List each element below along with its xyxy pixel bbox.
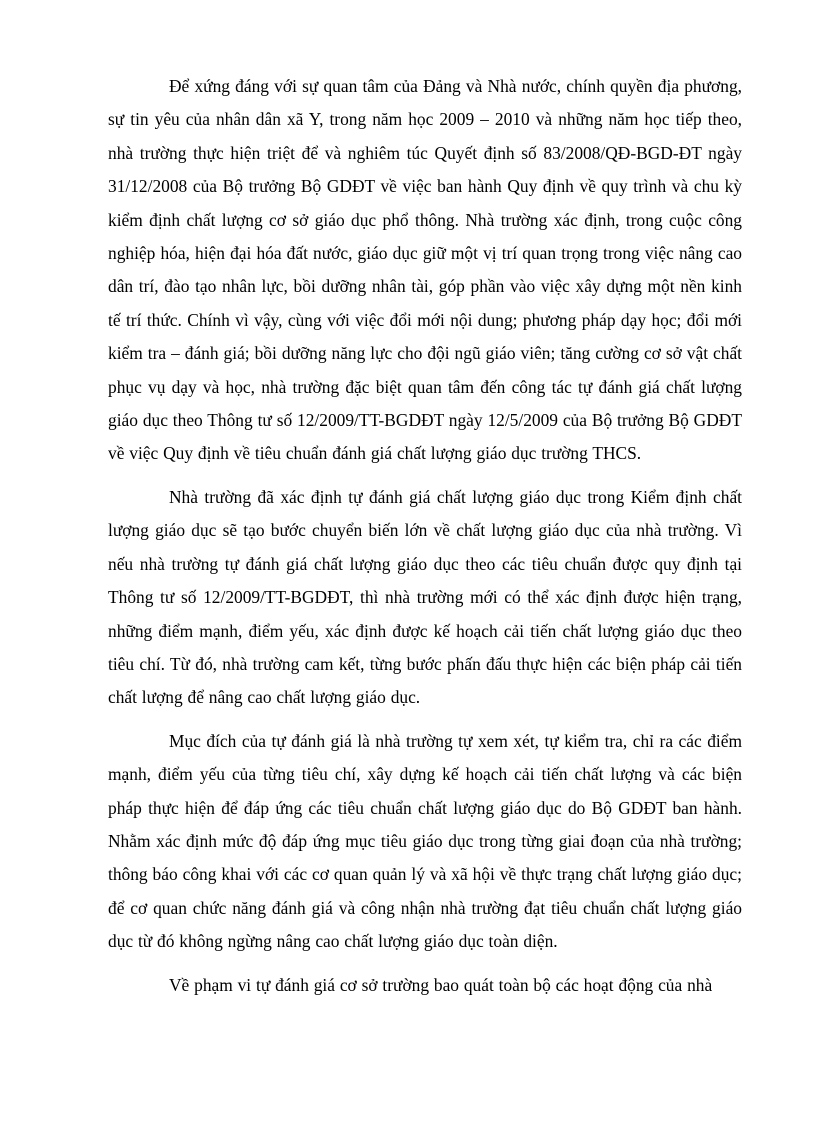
- paragraph-1: Để xứng đáng với sự quan tâm của Đảng và Nhà nước, chính quyền địa phương, sự tin yêu của nhân dân xã Y, trong năm học 2009 – 2010 và những năm học tiếp theo, nhà trường thực hiện triệt để và nghiêm túc Quyết định số 83/2008/QĐ-BGD-ĐT ngày 31/12/2008 của Bộ trưởng Bộ GDĐT về việc ban hành Quy định về quy trình và chu kỳ kiểm định chất lượng cơ sở giáo dục phổ thông. Nhà trường xác định, trong cuộc công nghiệp hóa, hiện đại hóa đất nước, giáo dục giữ một vị trí quan trọng trong việc nâng cao dân trí, đào tạo nhân lực, bồi dưỡng nhân tài, góp phần vào việc xây dựng một nền kinh tế trí thức. Chính vì vậy, cùng với việc đổi mới nội dung; phương pháp dạy học; đổi mới kiểm tra – đánh giá; bồi dưỡng năng lực cho đội ngũ giáo viên; tăng cường cơ sở vật chất phục vụ dạy và học, nhà trường đặc biệt quan tâm đến công tác tự đánh giá chất lượng giáo dục theo Thông tư số 12/2009/TT-BGDĐT ngày 12/5/2009 của Bộ trưởng Bộ GDĐT về việc Quy định về tiêu chuẩn đánh giá chất lượng giáo dục trường THCS.: [108, 76, 742, 464]
- paragraph-4: Về phạm vi tự đánh giá cơ sở trường bao quát toàn bộ các hoạt động của nhà: [169, 974, 713, 995]
- paragraph-3: Mục đích của tự đánh giá là nhà trường tự xem xét, tự kiểm tra, chỉ ra các điểm mạnh, điểm yếu của từng tiêu chí, xây dựng kế hoạch cải tiến chất lượng và các biện pháp thực hiện để đáp ứng các tiêu chuẩn chất lượng giáo dục do Bộ GDĐT ban hành. Nhằm xác định mức độ đáp ứng mục tiêu giáo dục trong từng giai đoạn của nhà trường; thông báo công khai với các cơ quan quản lý và xã hội về thực trạng chất lượng giáo dục; để cơ quan chức năng đánh giá và công nhận nhà trường đạt tiêu chuẩn chất lượng giáo dục từ đó không ngừng nâng cao chất lượng giáo dục toàn diện.: [108, 730, 742, 952]
- document-body: [108, 70, 742, 1002]
- paragraph-2: Nhà trường đã xác định tự đánh giá chất lượng giáo dục trong Kiểm định chất lượng giáo dục sẽ tạo bước chuyển biến lớn về chất lượng giáo dục của nhà trường. Vì nếu nhà trường tự đánh giá chất lượng giáo dục theo các tiêu chuẩn được quy định tại Thông tư số 12/2009/TT-BGDĐT, thì nhà trường mới có thể xác định được hiện trạng, những điểm mạnh, điểm yếu, xác định được kế hoạch cải tiến chất lượng giáo dục theo tiêu chí. Từ đó, nhà trường cam kết, từng bước phấn đấu thực hiện các biện pháp cải tiến chất lượng để nâng cao chất lượng giáo dục.: [108, 486, 742, 708]
